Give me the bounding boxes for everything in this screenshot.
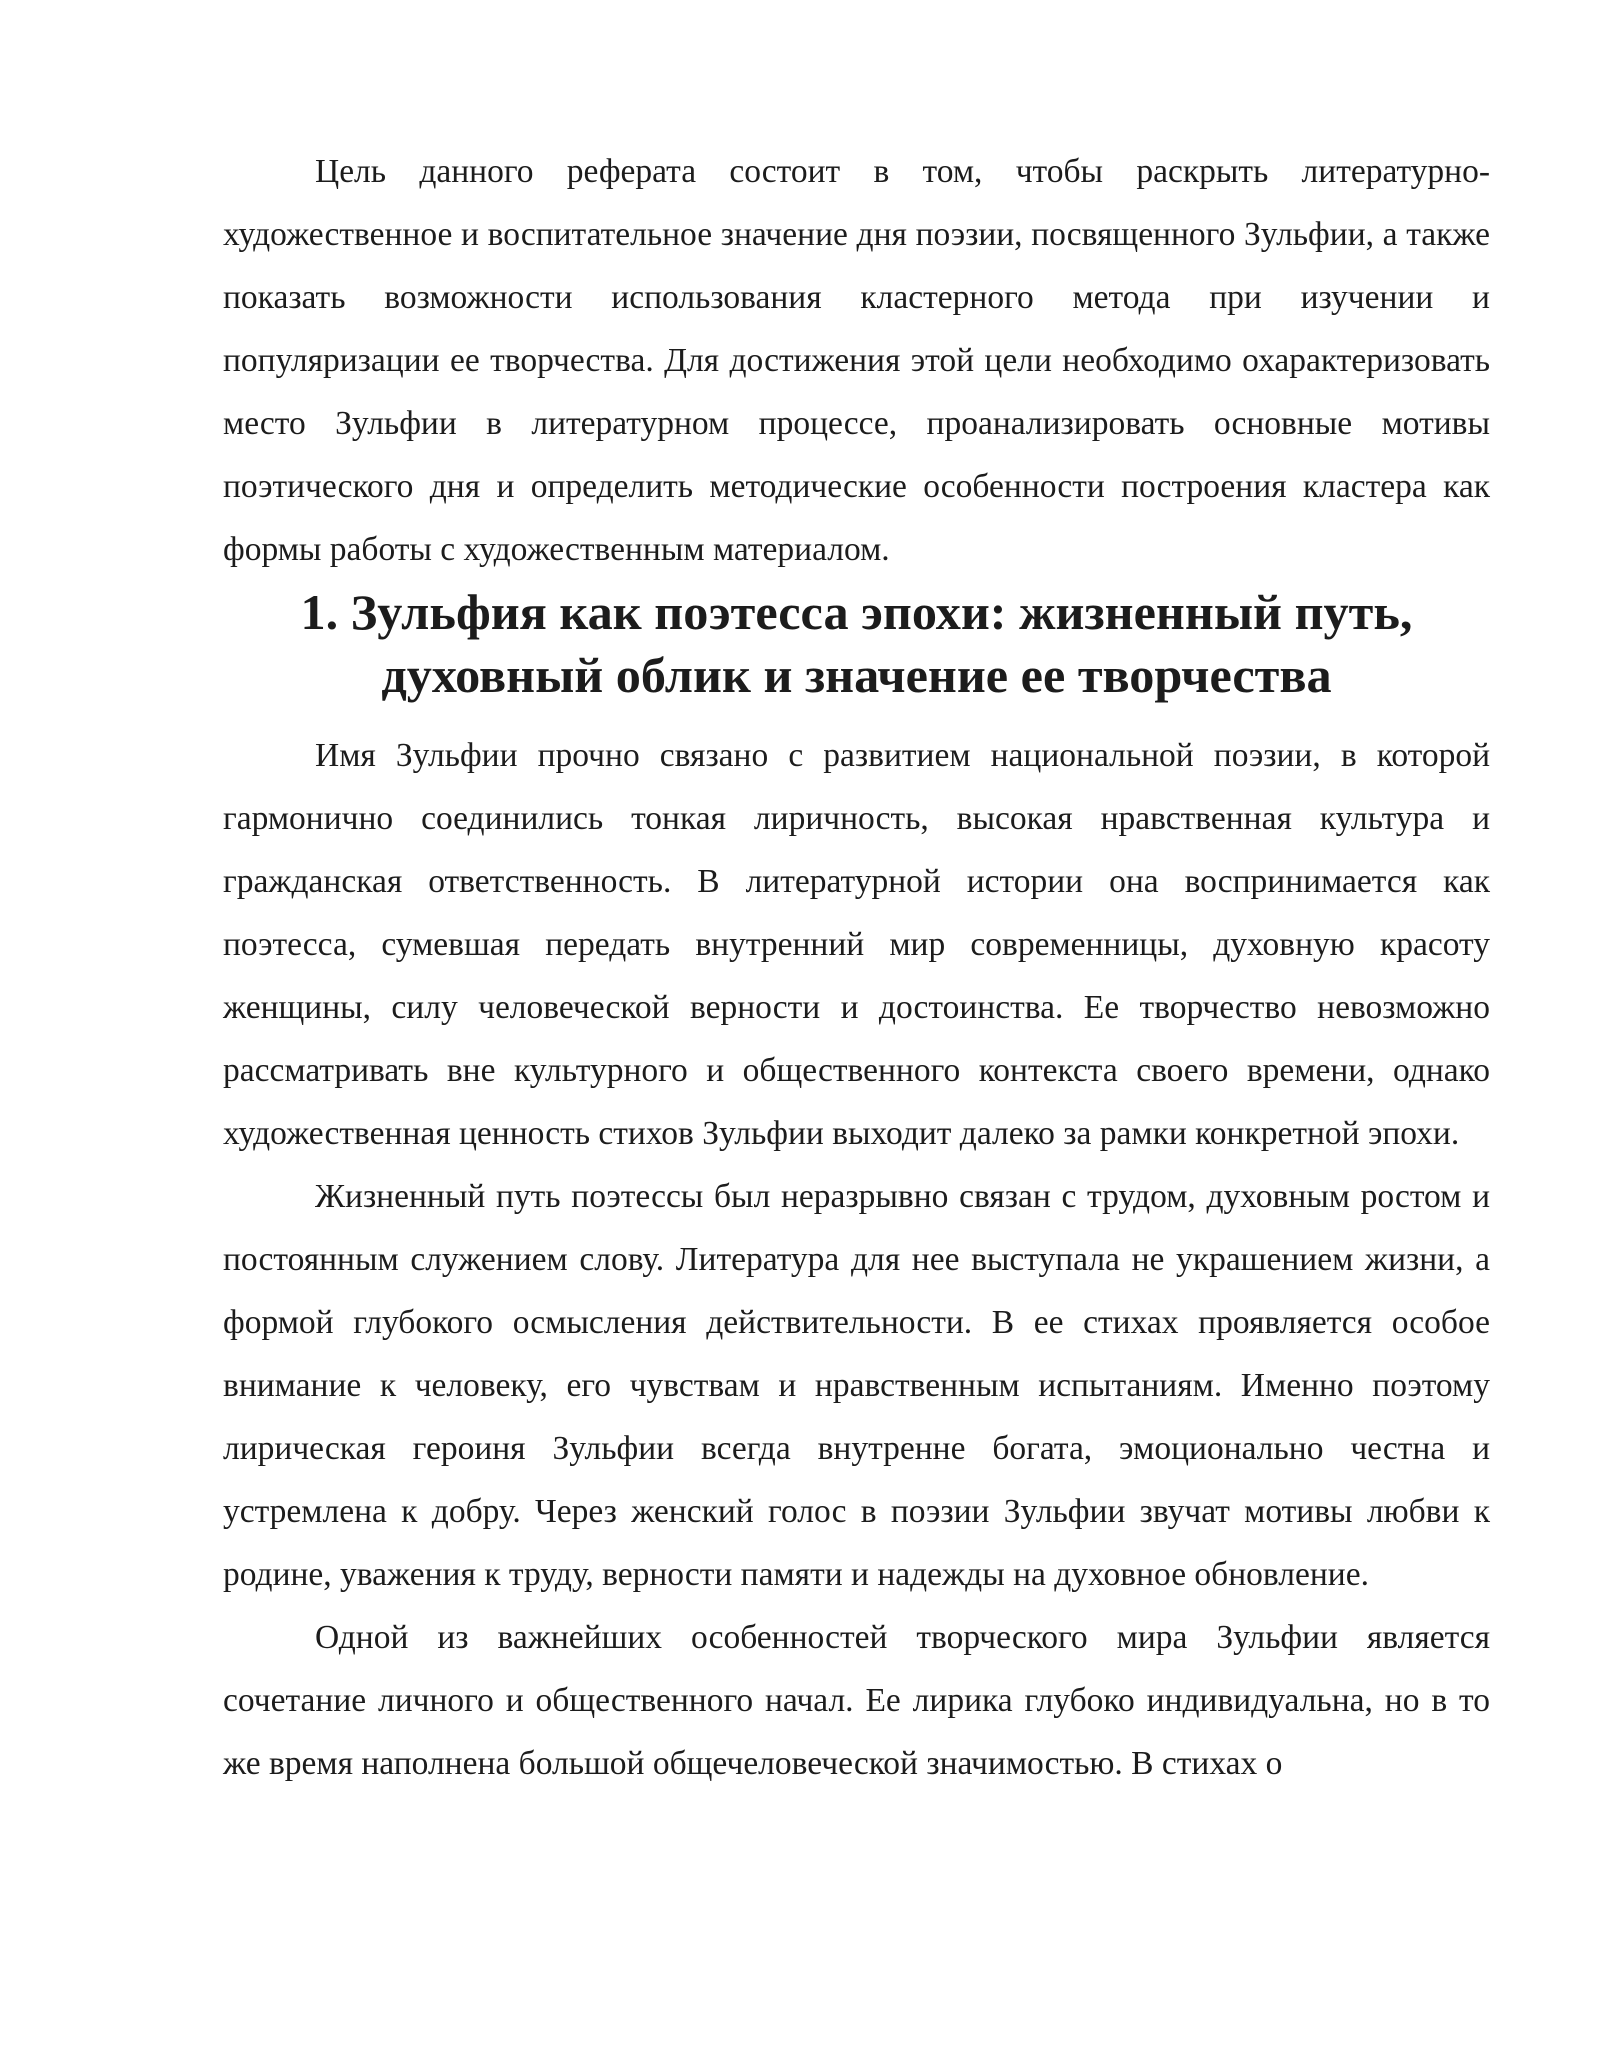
body-paragraph-1: Имя Зульфии прочно связано с развитием национальной поэзии, в которой гармонично соединились тонкая лиричность, высокая нравственная культура и гражданская ответственность. В литературной истории она воспринимается как поэтесса, сумевшая передать внутренний мир современницы, духовную красоту женщины, силу человеческой верности и достоинства. Ее творчество невозможно рассматривать вне культурного и общественного контекста своего времени, однако художественная ценность стихов Зульфии выходит далеко за рамки конкретной эпохи. (223, 737, 1490, 1152)
intro-paragraph: Цель данного реферата состоит в том, чтобы раскрыть литературно-художественное и воспитательное значение дня поэзии, посвященного Зульфии, а также показать возможности использования кластерного метода при изучении и популяризации ее творчества. Для достижения этой цели необходимо охарактеризовать место Зульфии в литературном процессе, проанализировать основные мотивы поэтического дня и определить методические особенности построения кластера как формы работы с художественным материалом. (223, 153, 1490, 568)
body-paragraph-3: Одной из важнейших особенностей творческого мира Зульфии является сочетание личного и общественного начал. Ее лирика глубоко индивидуальна, но в то же время наполнена большой общечеловеческой значимостью. В стихах о (223, 1619, 1490, 1782)
section-heading: 1. Зульфия как поэтесса эпохи: жизненный путь, духовный облик и значение ее творчества (300, 584, 1413, 703)
document-page (223, 140, 1490, 1795)
body-paragraph-2: Жизненный путь поэтессы был неразрывно связан с трудом, духовным ростом и постоянным служением слову. Литература для нее выступала не украшением жизни, а формой глубокого осмысления действительности. В ее стихах проявляется особое внимание к человеку, его чувствам и нравственным испытаниям. Именно поэтому лирическая героиня Зульфии всегда внутренне богата, эмоционально честна и устремлена к добру. Через женский голос в поэзии Зульфии звучат мотивы любви к родине, уважения к труду, верности памяти и надежды на духовное обновление. (223, 1178, 1490, 1593)
